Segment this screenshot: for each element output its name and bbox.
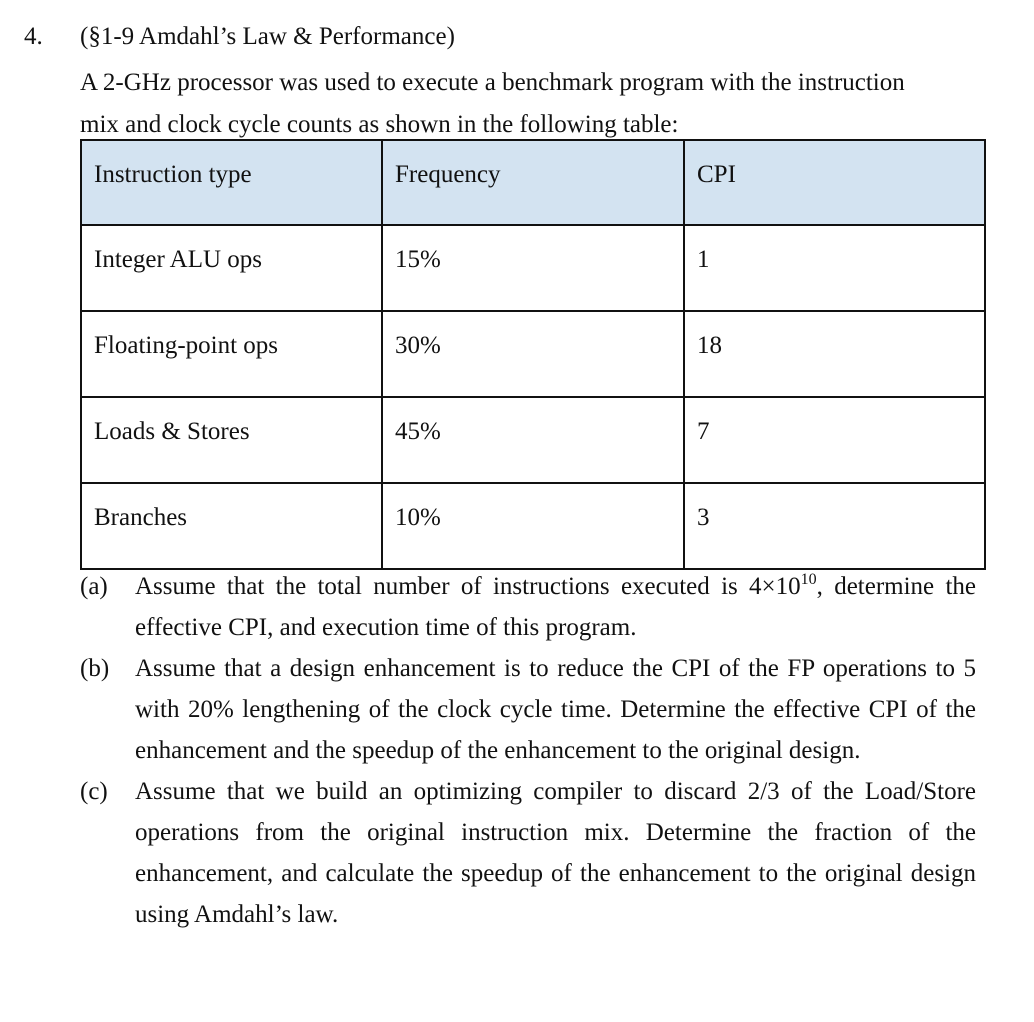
intro-line-1: A 2-GHz processor was used to execute a benchmark program with the instruction xyxy=(80,69,905,96)
table-row xyxy=(81,483,985,569)
question-heading: (§1-9 Amdahl’s Law & Performance) xyxy=(80,23,455,50)
part-a xyxy=(80,566,976,648)
table-row xyxy=(81,225,985,311)
cell-frequency: 30% xyxy=(382,311,684,397)
part-c-label: (c) xyxy=(80,778,108,805)
part-c xyxy=(80,771,976,935)
cell-frequency: 10% xyxy=(382,483,684,569)
part-b-label: (b) xyxy=(80,655,110,682)
header-instruction-type: Instruction type xyxy=(81,140,382,225)
part-a-text-after: , determine the effective CPI, and execution time of this program. xyxy=(135,573,976,641)
question-number: 4. xyxy=(24,23,43,50)
cell-cpi: 18 xyxy=(684,311,985,397)
cell-frequency: 45% xyxy=(382,397,684,483)
table-header-row xyxy=(81,140,985,225)
cell-instruction-type: Loads & Stores xyxy=(81,397,382,483)
part-a-exponent: 10 xyxy=(800,570,817,588)
cell-cpi: 3 xyxy=(684,483,985,569)
table-row xyxy=(81,311,985,397)
part-c-text: Assume that we build an optimizing compiler to discard 2/3 of the Load/Store operations from the original instruction mix. Determine the fraction of the enhancement, and calculate the speedup of the enhancement to the original design using Amdahl’s law. xyxy=(135,778,976,928)
part-b-text: Assume that a design enhancement is to reduce the CPI of the FP operations to 5 with 20% lengthening of the clock cycle time. Determine the effective CPI of the enhancement and the speedup of the enhancement to the original design. xyxy=(135,655,976,764)
intro-line-2: mix and clock cycle counts as shown in the following table: xyxy=(80,111,679,138)
cell-cpi: 1 xyxy=(684,225,985,311)
part-a-text-before: Assume that the total number of instructions executed is 4×10 xyxy=(135,573,801,600)
question-parts xyxy=(80,566,976,935)
question-intro xyxy=(80,62,980,146)
cell-instruction-type: Integer ALU ops xyxy=(81,225,382,311)
part-a-label: (a) xyxy=(80,573,108,600)
header-frequency: Frequency xyxy=(382,140,684,225)
header-cpi: CPI xyxy=(684,140,985,225)
table-row xyxy=(81,397,985,483)
cell-frequency: 15% xyxy=(382,225,684,311)
cell-instruction-type: Branches xyxy=(81,483,382,569)
cell-cpi: 7 xyxy=(684,397,985,483)
instruction-mix-table xyxy=(80,139,986,570)
cell-instruction-type: Floating-point ops xyxy=(81,311,382,397)
part-b xyxy=(80,648,976,771)
